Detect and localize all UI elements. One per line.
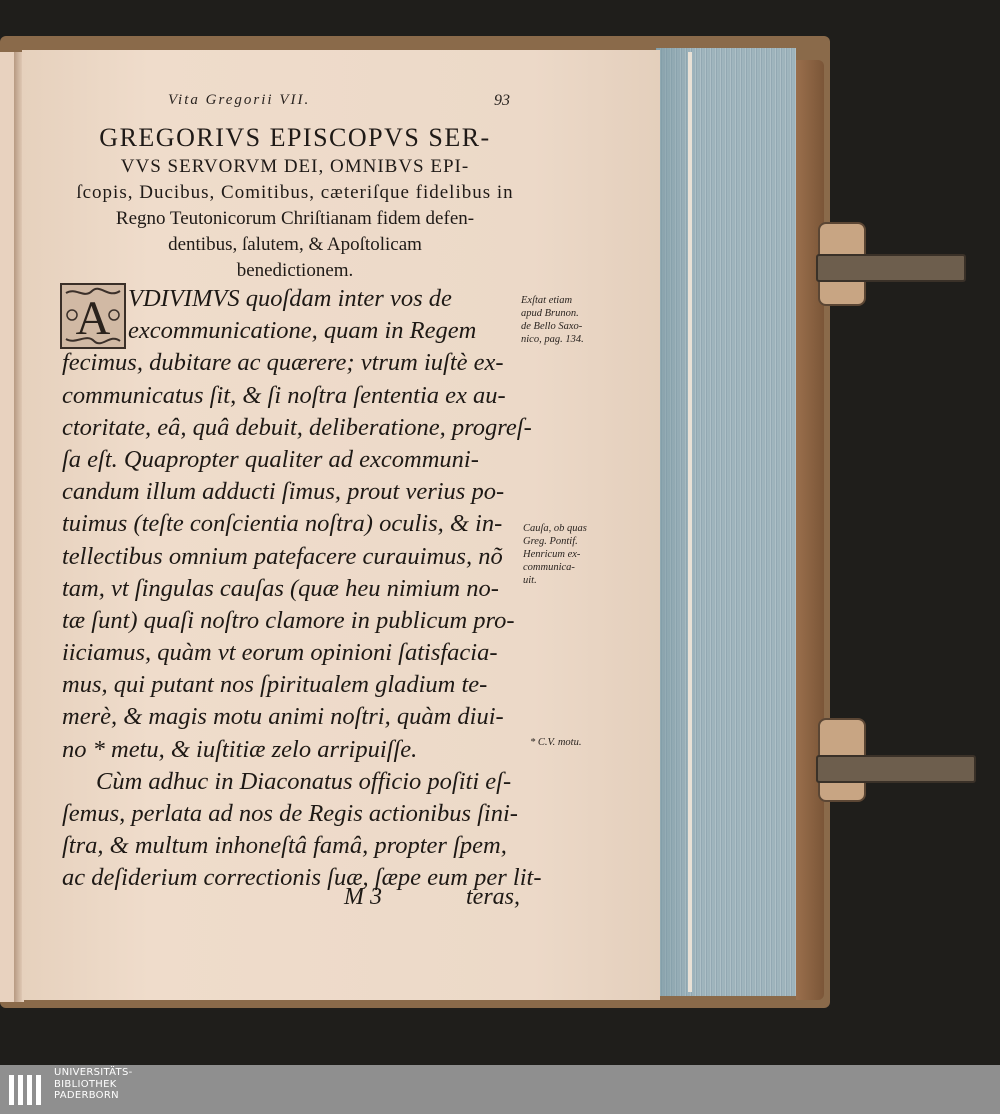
- heading-line: GREGORIVS EPISCOPVS SER-: [99, 123, 491, 152]
- lower-clasp: [816, 755, 976, 783]
- text-line: Cùm adhuc in Diaconatus officio poſiti eſ-: [96, 767, 512, 795]
- text-line: ſtra, & multum inhoneſtâ famâ, propter ſpem,: [62, 832, 507, 860]
- library-name-line: PADERBORN: [54, 1090, 119, 1101]
- margin-note-line: de Bello Saxo-: [521, 321, 583, 332]
- text-line: ctoritate, eâ, quâ debuit, deliberatione, progreſ-: [62, 413, 532, 441]
- text-line: ſa eſt. Quapropter qualiter ad excommuni-: [62, 445, 479, 473]
- signature-mark: M 3: [344, 884, 382, 910]
- catchword: teras,: [466, 884, 520, 910]
- text-line: tæ ſunt) quaſi noſtro clamore in publicum pro-: [62, 606, 515, 634]
- text-line: candum illum adducti ſimus, prout verius po-: [62, 478, 505, 506]
- text-line: iiciamus, quàm vt eorum opinioni ſatisfacia-: [62, 639, 498, 667]
- margin-note-line: Exſtat etiam: [521, 295, 573, 306]
- back-cover-edge: [796, 60, 824, 1000]
- margin-note-line: Greg. Pontif.: [523, 536, 578, 547]
- text-line: merè, & magis motu animi noſtri, quàm diui-: [62, 703, 504, 731]
- fore-edge-highlight: [688, 52, 692, 992]
- text-line: no * metu, & iuſtitiæ zelo arripuiſſe.: [62, 735, 418, 763]
- margin-note-line: Cauſa, ob quas: [523, 523, 587, 534]
- margin-note-line: Henricum ex-: [523, 549, 581, 560]
- heading-line: benedictionem.: [236, 260, 354, 281]
- text-line: tam, vt ſingulas cauſas (quæ heu nimium no-: [62, 574, 499, 602]
- library-name: [54, 1067, 133, 1102]
- library-name-line: UNIVERSITÄTS-: [54, 1067, 133, 1078]
- heading-line: Regno Teutonicorum Chriſtianam fidem defen-: [115, 208, 475, 229]
- text-line: tellectibus omnium patefacere curauimus, nõ: [62, 542, 503, 570]
- margin-note-causes: [523, 522, 587, 587]
- heading-line: ſcopis, Ducibus, Comitibus, cæteriſque fidelibus in: [76, 182, 514, 203]
- text-line: excommunicatione, quam in Regem: [128, 317, 477, 345]
- text-line: fecimus, dubitare ac quærere; vtrum iuſtè ex-: [62, 349, 504, 377]
- page-number: 93: [494, 92, 510, 109]
- margin-note-line: uit.: [523, 575, 537, 586]
- text-line: ſemus, perlata ad nos de Regis actionibus ſini-: [62, 800, 518, 827]
- text-line: VDIVIMVS quoſdam inter vos de: [128, 285, 452, 312]
- library-logo-icon: [8, 1071, 46, 1109]
- heading-line: VVS SERVORVM DEI, OMNIBVS EPI-: [120, 156, 470, 177]
- margin-note-source: [521, 294, 584, 346]
- text-line: communicatus ſit, & ſi noſtra ſententia ex au-: [62, 381, 506, 409]
- letter-body: [62, 283, 542, 895]
- upper-clasp: [816, 254, 966, 282]
- library-name-line: BIBLIOTHEK: [54, 1078, 117, 1090]
- text-line: mus, qui putant nos ſpiritualem gladium te-: [62, 671, 488, 699]
- heading-line: dentibus, ſalutem, & Apoſtolicam: [168, 234, 422, 255]
- margin-note-line: communica-: [523, 562, 575, 573]
- svg-text:A: A: [75, 292, 111, 345]
- running-head: Vita Gregorii VII.: [168, 92, 311, 108]
- margin-note-line: apud Brunon.: [521, 308, 579, 319]
- library-footer-bar: [0, 1065, 1000, 1114]
- margin-note-variant: [530, 736, 581, 749]
- letter-heading: [56, 122, 534, 284]
- margin-note-line: nico, pag. 134.: [521, 334, 584, 345]
- text-line: tuimus (teſte conſcientia noſtra) oculis, & in-: [62, 510, 503, 538]
- text-line: ac deſiderium correctionis ſuæ, ſæpe eum per lit-: [62, 864, 542, 892]
- margin-note-line: * C.V. motu.: [530, 737, 582, 748]
